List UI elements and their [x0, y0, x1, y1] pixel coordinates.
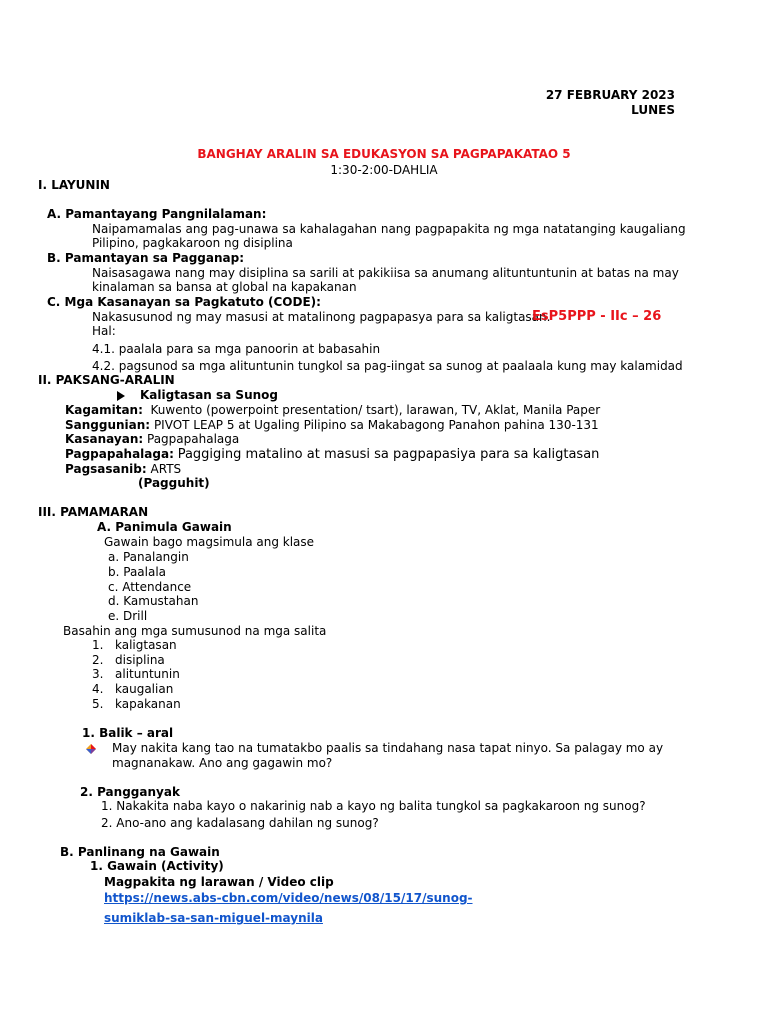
competency-code: EsP5PPP - IIc – 26	[532, 309, 662, 324]
lesson-date: 27 FEBRUARY 2023	[545, 88, 675, 102]
word-item: kaligtasan	[115, 638, 177, 652]
pangganyak-question: 1. Nakakita naba kayo o nakarinig nab a kayo ng balita tungkol sa pagkakaroon ng sunog?	[101, 799, 646, 813]
section-paksang-aralin-heading: II. PAKSANG-ARALIN	[38, 373, 175, 387]
hal-label: Hal:	[92, 324, 116, 338]
pagpapahalaga-row	[65, 447, 599, 462]
gawain-intro: Gawain bago magsimula ang klase	[104, 535, 315, 549]
pagsasanib-value: ARTS	[150, 462, 182, 476]
word-item: alituntunin	[115, 667, 180, 681]
topic-title: Kaligtasan sa Sunog	[140, 388, 278, 402]
kasanayan-row	[65, 432, 239, 447]
pagguhit-label: (Pagguhit)	[138, 476, 210, 490]
lesson-day: LUNES	[631, 103, 675, 117]
gawain-activity-heading: 1. Gawain (Activity)	[90, 859, 224, 873]
document-title: BANGHAY ARALIN SA EDUKASYON SA PAGPAPAKATAO 5	[197, 147, 571, 161]
arrow-bullet-icon	[117, 391, 125, 401]
kasanayan-label: Kasanayan:	[65, 432, 144, 446]
diamond-bullet-icon	[86, 744, 96, 754]
video-link[interactable]: https://news.abs-cbn.com/video/news/08/15/17/sunog-	[104, 891, 473, 905]
word-number: 1.	[92, 638, 104, 652]
video-link[interactable]: sumiklab-sa-san-miguel-maynila	[104, 911, 323, 925]
word-number: 5.	[92, 697, 104, 711]
word-number: 2.	[92, 653, 104, 667]
gawain-item: a. Panalangin	[108, 550, 189, 564]
pamantayang-pangnilalaman-text: Pilipino, pagkakaroon ng disiplina	[92, 236, 293, 250]
word-item: kaugalian	[115, 682, 174, 696]
panimula-gawain-heading: A. Panimula Gawain	[97, 520, 232, 534]
kasanayan-value: Pagpapahalaga	[147, 432, 240, 446]
word-number: 4.	[92, 682, 104, 696]
balik-aral-text: May nakita kang tao na tumatakbo paalis sa tindahang nasa tapat ninyo. Sa palagay mo ay	[112, 741, 664, 755]
panlinang-gawain-heading: B. Panlinang na Gawain	[60, 845, 220, 859]
sanggunian-value: PIVOT LEAP 5 at Ugaling Pilipino sa Makabagong Panahon pahina 130-131	[153, 418, 599, 432]
kasanayan-text: Nakasusunod ng may masusi at matalinong pagpapasya para sa kaligtasan.	[92, 310, 551, 324]
pamantayan-sa-pagganap-text: kinalaman sa bansa at global na kapakanan	[92, 280, 357, 294]
pagpapahalaga-label: Pagpapahalaga:	[65, 447, 174, 461]
basahin-instruction: Basahin ang mga sumusunod na mga salita	[63, 624, 327, 638]
word-number: 3.	[92, 667, 104, 681]
schedule: 1:30-2:00-DAHLIA	[330, 163, 438, 177]
pagpapahalaga-value: Paggiging matalino at masusi sa pagpapasiya para sa kaligtasan	[177, 447, 600, 462]
gawain-item: e. Drill	[108, 609, 148, 623]
pangganyak-question: 2. Ano-ano ang kadalasang dahilan ng sunog?	[101, 816, 379, 830]
magpakita-instruction: Magpakita ng larawan / Video clip	[104, 875, 334, 889]
pagsasanib-row	[65, 462, 181, 477]
word-item: kapakanan	[115, 697, 181, 711]
objective-item-4-2: 4.2. pagsunod sa mga alituntunin tungkol sa pag-iingat sa sunog at paalaala kung may kalamidad	[92, 359, 683, 373]
gawain-item: b. Paalala	[108, 565, 167, 579]
pamantayan-sa-pagganap-text: Naisasagawa nang may disiplina sa sarili at pakikiisa sa anumang alituntuntunin at batas na may	[92, 266, 679, 280]
section-layunin-heading: I. LAYUNIN	[38, 178, 110, 192]
kasanayan-heading: C. Mga Kasanayan sa Pagkatuto (CODE):	[47, 295, 321, 309]
pangganyak-heading: 2. Pangganyak	[80, 785, 180, 799]
sanggunian-row	[65, 418, 599, 433]
pamantayang-pangnilalaman-heading: A. Pamantayang Pangnilalaman:	[47, 207, 267, 221]
pamantayang-pangnilalaman-text: Naipamamalas ang pag-unawa sa kahalagahan nang pagpapakita ng mga natatanging kaugaliang	[92, 222, 686, 236]
objective-item-4-1: 4.1. paalala para sa mga panoorin at babasahin	[92, 342, 381, 356]
gawain-item: c. Attendance	[108, 580, 192, 594]
sanggunian-label: Sanggunian:	[65, 418, 151, 432]
kagamitan-value: Kuwento (powerpoint presentation/ tsart), larawan, TV, Aklat, Manila Paper	[150, 403, 601, 417]
kagamitan-label: Kagamitan:	[65, 403, 143, 417]
kagamitan-row	[65, 403, 600, 418]
pagsasanib-label: Pagsasanib:	[65, 462, 147, 476]
balik-aral-heading: 1. Balik – aral	[82, 726, 174, 740]
balik-aral-text: magnanakaw. Ano ang gagawin mo?	[112, 756, 333, 770]
section-pamamaran-heading: III. PAMAMARAN	[38, 505, 149, 519]
pamantayan-sa-pagganap-heading: B. Pamantayan sa Pagganap:	[47, 251, 244, 265]
word-item: disiplina	[115, 653, 165, 667]
gawain-item: d. Kamustahan	[108, 594, 199, 608]
